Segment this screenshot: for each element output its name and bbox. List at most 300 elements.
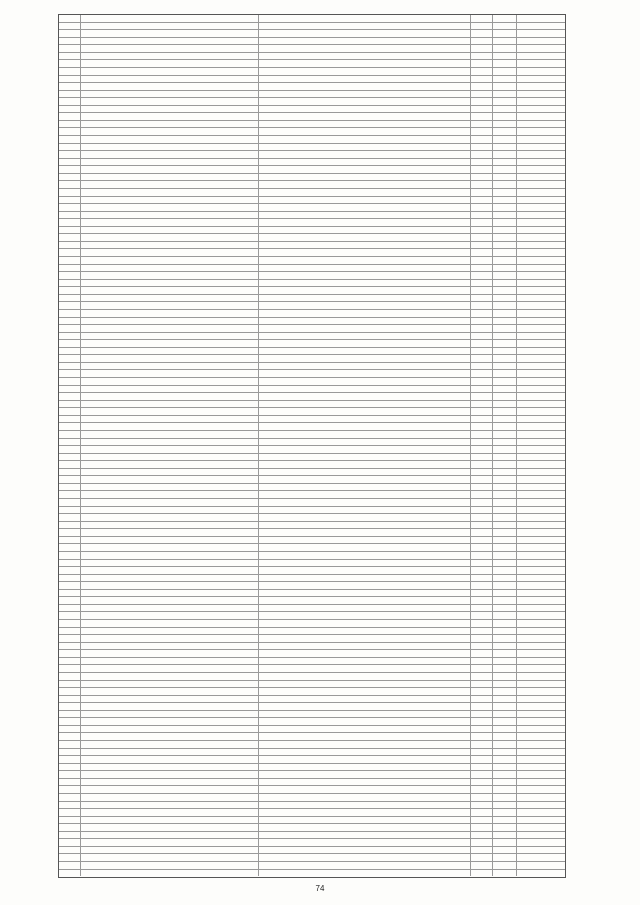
work-type-cell [259,204,471,211]
table-row [59,242,565,250]
row-number-cell [59,764,81,771]
planned-period-cell [517,461,565,468]
planned-period-cell [517,408,565,415]
work-type-cell [259,159,471,166]
planned-period-cell [517,854,565,861]
address-cell [81,45,259,52]
year-last-repair-cell [493,265,517,272]
year-built-cell [471,529,493,536]
year-built-cell [471,53,493,60]
work-type-cell [259,681,471,688]
work-type-cell [259,809,471,816]
address-cell [81,83,259,90]
address-cell [81,227,259,234]
row-number-cell [59,802,81,809]
work-type-cell [259,257,471,264]
year-last-repair-cell [493,280,517,287]
work-type-cell [259,537,471,544]
address-cell [81,711,259,718]
table-row [59,612,565,620]
year-built-cell [471,681,493,688]
year-built-cell [471,287,493,294]
row-number-cell [59,643,81,650]
planned-period-cell [517,620,565,627]
row-number-cell [59,166,81,173]
address-cell [81,106,259,113]
planned-period-cell [517,106,565,113]
row-number-cell [59,733,81,740]
row-number-cell [59,212,81,219]
year-built-cell [471,174,493,181]
year-last-repair-cell [493,204,517,211]
address-cell [81,318,259,325]
year-built-cell [471,507,493,514]
table-row [59,38,565,46]
year-last-repair-cell [493,242,517,249]
year-built-cell [471,854,493,861]
year-built-cell [471,370,493,377]
year-last-repair-cell [493,476,517,483]
address-cell [81,159,259,166]
address-cell [81,529,259,536]
year-last-repair-cell [493,862,517,869]
table-row [59,537,565,545]
address-cell [81,212,259,219]
work-type-cell [259,552,471,559]
table-row [59,189,565,197]
year-last-repair-cell [493,416,517,423]
address-cell [81,749,259,756]
table-row [59,469,565,477]
planned-period-cell [517,355,565,362]
work-type-cell [259,401,471,408]
work-type-cell [259,121,471,128]
row-number-cell [59,197,81,204]
address-cell [81,280,259,287]
table-row [59,643,565,651]
table-row [59,287,565,295]
row-number-cell [59,597,81,604]
address-cell [81,378,259,385]
row-number-cell [59,862,81,869]
year-built-cell [471,242,493,249]
work-type-cell [259,643,471,650]
year-last-repair-cell [493,718,517,725]
address-cell [81,257,259,264]
planned-period-cell [517,628,565,635]
row-number-cell [59,325,81,332]
planned-period-cell [517,552,565,559]
address-cell [81,249,259,256]
address-cell [81,469,259,476]
year-last-repair-cell [493,499,517,506]
table-row [59,302,565,310]
planned-period-cell [517,333,565,340]
year-built-cell [471,348,493,355]
year-built-cell [471,476,493,483]
year-last-repair-cell [493,98,517,105]
address-cell [81,476,259,483]
row-number-cell [59,219,81,226]
planned-period-cell [517,128,565,135]
table-row [59,824,565,832]
planned-period-cell [517,484,565,491]
row-number-cell [59,711,81,718]
address-cell [81,590,259,597]
work-type-cell [259,839,471,846]
year-built-cell [471,499,493,506]
year-built-cell [471,658,493,665]
planned-period-cell [517,144,565,151]
table-row [59,741,565,749]
year-last-repair-cell [493,733,517,740]
table-row [59,121,565,129]
address-cell [81,779,259,786]
planned-period-cell [517,824,565,831]
work-type-cell [259,779,471,786]
address-cell [81,832,259,839]
work-type-cell [259,696,471,703]
work-type-cell [259,862,471,869]
year-built-cell [471,38,493,45]
row-number-cell [59,620,81,627]
year-built-cell [471,423,493,430]
year-built-cell [471,68,493,75]
row-number-cell [59,544,81,551]
planned-period-cell [517,635,565,642]
year-last-repair-cell [493,106,517,113]
year-built-cell [471,794,493,801]
address-cell [81,431,259,438]
year-last-repair-cell [493,166,517,173]
row-number-cell [59,658,81,665]
row-number-cell [59,665,81,672]
year-built-cell [471,597,493,604]
year-last-repair-cell [493,628,517,635]
year-built-cell [471,847,493,854]
row-number-cell [59,355,81,362]
row-number-cell [59,76,81,83]
address-cell [81,98,259,105]
work-type-cell [259,476,471,483]
year-built-cell [471,491,493,498]
year-last-repair-cell [493,234,517,241]
planned-period-cell [517,295,565,302]
row-number-cell [59,431,81,438]
work-type-cell [259,53,471,60]
year-last-repair-cell [493,749,517,756]
address-cell [81,204,259,211]
row-number-cell [59,439,81,446]
year-last-repair-cell [493,469,517,476]
row-number-cell [59,15,81,22]
year-built-cell [471,197,493,204]
table-row [59,484,565,492]
table-row [59,355,565,363]
year-built-cell [471,15,493,22]
row-number-cell [59,499,81,506]
work-type-cell [259,280,471,287]
work-type-cell [259,832,471,839]
row-number-cell [59,378,81,385]
year-built-cell [471,809,493,816]
year-built-cell [471,484,493,491]
year-last-repair-cell [493,582,517,589]
year-built-cell [471,83,493,90]
work-type-cell [259,824,471,831]
planned-period-cell [517,590,565,597]
table-row [59,726,565,734]
planned-period-cell [517,711,565,718]
address-cell [81,461,259,468]
year-built-cell [471,764,493,771]
row-number-cell [59,612,81,619]
table-row [59,106,565,114]
year-last-repair-cell [493,575,517,582]
year-built-cell [471,862,493,869]
row-number-cell [59,370,81,377]
table-row [59,401,565,409]
year-last-repair-cell [493,340,517,347]
year-built-cell [471,733,493,740]
address-cell [81,537,259,544]
year-built-cell [471,635,493,642]
address-cell [81,575,259,582]
table-row [59,560,565,568]
work-type-cell [259,484,471,491]
planned-period-cell [517,779,565,786]
year-last-repair-cell [493,454,517,461]
year-last-repair-cell [493,643,517,650]
table-row [59,590,565,598]
table-row [59,310,565,318]
address-cell [81,60,259,67]
year-built-cell [471,159,493,166]
row-number-cell [59,575,81,582]
row-number-cell [59,779,81,786]
table-row [59,408,565,416]
year-built-cell [471,204,493,211]
table-row [59,15,565,23]
planned-period-cell [517,378,565,385]
address-cell [81,870,259,877]
table-row [59,567,565,575]
table-row [59,386,565,394]
planned-period-cell [517,643,565,650]
year-last-repair-cell [493,552,517,559]
year-last-repair-cell [493,439,517,446]
table-row [59,733,565,741]
address-cell [81,355,259,362]
year-last-repair-cell [493,348,517,355]
planned-period-cell [517,393,565,400]
planned-period-cell [517,242,565,249]
work-type-cell [259,23,471,30]
row-number-cell [59,590,81,597]
row-number-cell [59,514,81,521]
address-cell [81,340,259,347]
year-built-cell [471,91,493,98]
table-row [59,30,565,38]
address-cell [81,174,259,181]
work-type-cell [259,749,471,756]
year-last-repair-cell [493,590,517,597]
row-number-cell [59,703,81,710]
address-cell [81,847,259,854]
work-type-cell [259,295,471,302]
table-row [59,91,565,99]
address-cell [81,817,259,824]
year-last-repair-cell [493,446,517,453]
address-cell [81,219,259,226]
planned-period-cell [517,219,565,226]
table-row [59,514,565,522]
row-number-cell [59,423,81,430]
planned-period-cell [517,53,565,60]
table-row [59,151,565,159]
address-cell [81,620,259,627]
work-type-cell [259,673,471,680]
year-last-repair-cell [493,189,517,196]
row-number-cell [59,318,81,325]
table-row [59,45,565,53]
address-cell [81,53,259,60]
address-cell [81,771,259,778]
table-row [59,333,565,341]
year-built-cell [471,295,493,302]
work-type-cell [259,575,471,582]
planned-period-cell [517,514,565,521]
year-last-repair-cell [493,711,517,718]
planned-period-cell [517,839,565,846]
row-number-cell [59,363,81,370]
address-cell [81,794,259,801]
address-cell [81,272,259,279]
year-built-cell [471,265,493,272]
planned-period-cell [517,673,565,680]
planned-period-cell [517,423,565,430]
year-built-cell [471,340,493,347]
address-cell [81,121,259,128]
table-row [59,491,565,499]
address-cell [81,136,259,143]
planned-period-cell [517,696,565,703]
work-type-cell [259,249,471,256]
planned-period-cell [517,181,565,188]
year-last-repair-cell [493,870,517,877]
address-cell [81,786,259,793]
row-number-cell [59,537,81,544]
year-last-repair-cell [493,128,517,135]
work-type-cell [259,665,471,672]
planned-period-cell [517,560,565,567]
row-number-cell [59,234,81,241]
address-cell [81,295,259,302]
work-type-cell [259,817,471,824]
table-row [59,575,565,583]
row-number-cell [59,794,81,801]
row-number-cell [59,673,81,680]
planned-period-cell [517,718,565,725]
planned-period-cell [517,204,565,211]
address-cell [81,491,259,498]
work-type-cell [259,174,471,181]
work-type-cell [259,325,471,332]
year-built-cell [471,189,493,196]
year-built-cell [471,802,493,809]
work-type-cell [259,302,471,309]
planned-period-cell [517,862,565,869]
row-number-cell [59,809,81,816]
work-type-cell [259,227,471,234]
work-type-cell [259,786,471,793]
row-number-cell [59,560,81,567]
year-last-repair-cell [493,514,517,521]
year-last-repair-cell [493,121,517,128]
year-last-repair-cell [493,461,517,468]
year-built-cell [471,469,493,476]
year-built-cell [471,446,493,453]
table-row [59,53,565,61]
year-built-cell [471,333,493,340]
table-row [59,522,565,530]
planned-period-cell [517,325,565,332]
address-cell [81,370,259,377]
planned-period-cell [517,749,565,756]
planned-period-cell [517,363,565,370]
work-type-cell [259,310,471,317]
year-last-repair-cell [493,423,517,430]
work-type-cell [259,726,471,733]
row-number-cell [59,507,81,514]
work-type-cell [259,68,471,75]
year-last-repair-cell [493,212,517,219]
table-row [59,817,565,825]
table-row [59,295,565,303]
address-cell [81,197,259,204]
year-last-repair-cell [493,756,517,763]
table-row [59,98,565,106]
address-cell [81,560,259,567]
table-row [59,272,565,280]
table-row [59,507,565,515]
address-cell [81,325,259,332]
address-cell [81,484,259,491]
work-type-cell [259,741,471,748]
table-row [59,870,565,877]
address-cell [81,839,259,846]
work-type-cell [259,802,471,809]
table-row [59,605,565,613]
table-row [59,227,565,235]
table-row [59,181,565,189]
work-type-cell [259,15,471,22]
address-cell [81,582,259,589]
year-built-cell [471,817,493,824]
year-built-cell [471,628,493,635]
work-type-cell [259,197,471,204]
row-number-cell [59,295,81,302]
year-last-repair-cell [493,612,517,619]
table-row [59,249,565,257]
planned-period-cell [517,15,565,22]
table-row [59,431,565,439]
year-last-repair-cell [493,529,517,536]
table-row [59,854,565,862]
planned-period-cell [517,310,565,317]
planned-period-cell [517,817,565,824]
row-number-cell [59,91,81,98]
